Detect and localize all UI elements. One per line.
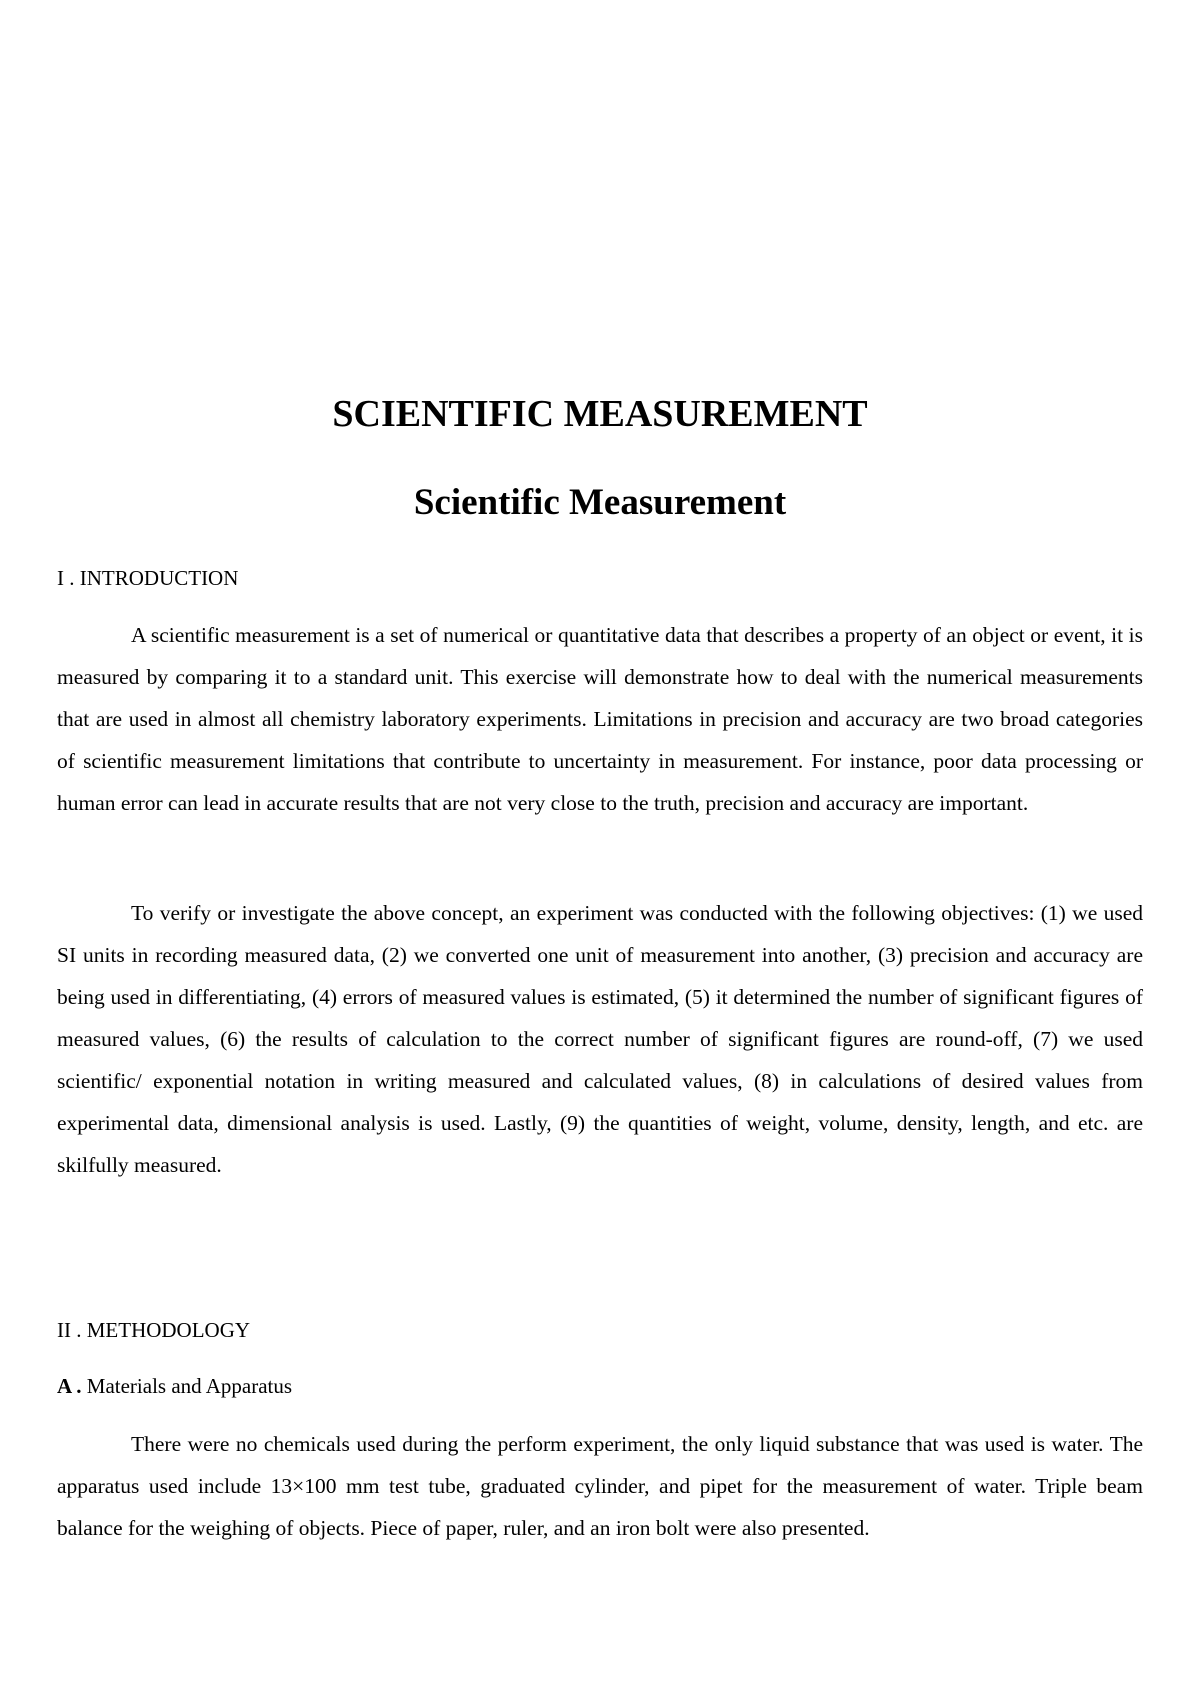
introduction-section (57, 563, 1143, 593)
materials-paragraph: There were no chemicals used during the perform experiment, the only liquid substance that was used is water. The apparatus used include 13×100 mm test tube, graduated cylinder, and pipet for the measurement of water. Triple beam balance for the weighing of objects. Piece of paper, ruler, and an iron bolt were also presented. (57, 1432, 1143, 1540)
materials-subsection (57, 1371, 1143, 1401)
materials-heading (57, 1371, 1143, 1401)
document-title: SCIENTIFIC MEASUREMENT (332, 393, 868, 435)
subsection-label: A . (57, 1374, 82, 1398)
subsection-title: Materials and Apparatus (86, 1374, 293, 1398)
objectives-paragraph: To verify or investigate the above concept, an experiment was conducted with the following objectives: (1) we used SI units in recording measured data, (2) we converted one unit of measurement into another, (3) precision and accuracy are being used in differentiating, (4) errors of measured values is estimated, (5) it determined the number of significant figures of measured values, (6) the results of calculation to the correct number of significant figures are round-off, (7) we used scientific/ exponential notation in writing measured and calculated values, (8) in calculations of desired values from experimental data, dimensional analysis is used. Lastly, (9) the quantities of weight, volume, density, length, and etc. are skilfully measured. (57, 901, 1143, 1177)
methodology-heading: II . METHODOLOGY (57, 1318, 251, 1342)
materials-paragraph-block (57, 1423, 1143, 1549)
document-subtitle: Scientific Measurement (413, 482, 787, 523)
introduction-paragraph-1-block (57, 614, 1143, 824)
methodology-section (57, 1315, 1143, 1345)
introduction-paragraph: A scientific measurement is a set of numerical or quantitative data that describes a property of an object or event, it is measured by comparing it to a standard unit. This exercise will demonstrate how to deal with the numerical measurements that are used in almost all chemistry laboratory experiments. Limitations in precision and accuracy are two broad categories of scientific measurement limitations that contribute to uncertainty in measurement. For instance, poor data processing or human error can lead in accurate results that are not very close to the truth, precision and accuracy are important. (57, 623, 1143, 815)
introduction-paragraph-2-block (57, 892, 1143, 1186)
introduction-heading: I . INTRODUCTION (57, 566, 239, 590)
